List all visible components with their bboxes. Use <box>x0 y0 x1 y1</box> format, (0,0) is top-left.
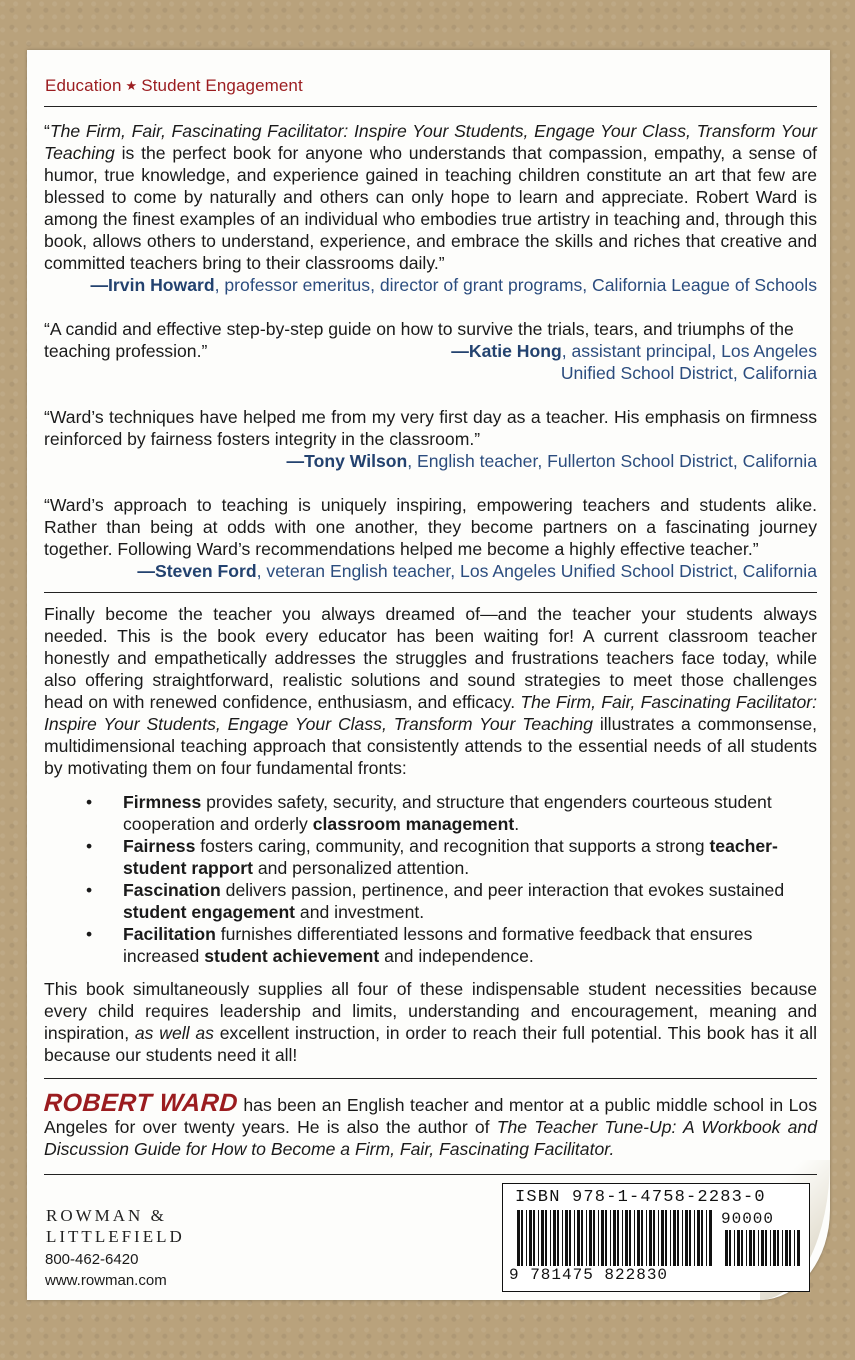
category-primary: Education <box>45 76 122 95</box>
barcode-digits: 9 781475 822830 <box>509 1266 669 1284</box>
attribution: —Katie Hong, assistant principal, Los Angeles Unified School District, California <box>451 341 817 383</box>
isbn-label: ISBN 978-1-4758-2283-0 <box>515 1188 766 1207</box>
author-bio: ROBERT WARD has been an English teacher and mentor at a public middle school in Los Angeles for over twenty years. He is also the author of The Teacher Tune-Up: A Workbook and Discussion Guide for How to Become a Firm, Fair, Fascinating Facilitator. <box>43 1089 817 1159</box>
list-item: • Facilitation furnishes differentiated lessons and formative feedback that ensures increased student achievement and independence. <box>86 924 753 966</box>
description-paragraph-1: Finally become the teacher you always dreamed of—and the teacher your students always needed. This is the book every educator has been waiting for! A current classroom teacher honestly and empathetically addresses the struggles and frustrations teachers face today, while also offering straightforward, realistic solutions and sound strategies to meet those challenges head on with renewed confidence, enthusiasm, and efficacy. The Firm, Fair, Fascinating Facilitator: Inspire Your Students, Engage Your Class, Transform Your Teaching illustrates a commonsense, multidimensional teaching approach that consistently attends to the essential needs of all students by motivating them on four fundamental fronts: <box>44 604 818 778</box>
price-code: 90000 <box>721 1210 775 1228</box>
back-cover-panel <box>27 50 830 1300</box>
bullet-icon: • <box>86 836 93 856</box>
book-title: The Firm, Fair, Fascinating Facilitator: Inspire Your Students, Engage Your Class, Transform Your Teaching <box>44 692 817 734</box>
bullet-icon: • <box>86 792 93 812</box>
attribution: —Irvin Howard, professor emeritus, director of grant programs, California League of Schools <box>90 275 817 295</box>
category-label <box>45 76 303 96</box>
other-book-title: The Teacher Tune-Up: A Workbook and Discussion Guide for How to Become a Firm, Fair, Fascinating Facilitator. <box>44 1117 817 1159</box>
endorsement-hong: “A candid and effective step-by-step guide on how to survive the trials, tears, and triumphs of the teaching profession.” —Katie Hong, assistant principal, Los Angeles Unified School District, California <box>44 319 817 383</box>
attribution: —Tony Wilson, English teacher, Fullerton School District, California <box>286 451 817 471</box>
publisher-website: www.rowman.com <box>45 1272 167 1289</box>
description-paragraph-2: This book simultaneously supplies all four of these indispensable student necessities because every child requires leadership and limits, understanding and encouragement, meaning and inspiration, as well as excellent instruction, in order to reach their full potential. This book has it all because our students need it all! <box>44 979 817 1065</box>
four-fronts-list <box>44 791 817 967</box>
bullet-icon: • <box>86 880 93 900</box>
book-title: The Firm, Fair, Fascinating Facilitator: Inspire Your Students, Engage Your Class, Transform Your Teaching <box>44 121 817 163</box>
bullet-icon: • <box>86 924 93 944</box>
attribution: —Steven Ford, veteran English teacher, Los Angeles Unified School District, California <box>137 561 817 581</box>
publisher-contact <box>45 1249 167 1291</box>
endorsement-wilson: “Ward’s techniques have helped me from my very first day as a teacher. His emphasis on firmness reinforced by fairness fosters integrity in the classroom.” —Tony Wilson, English teacher, Fullerton School District, California <box>44 407 817 471</box>
isbn-barcode <box>502 1183 810 1292</box>
author-name: ROBERT WARD <box>43 1089 239 1117</box>
divider-top <box>44 106 817 107</box>
list-item: • Fairness fosters caring, community, and recognition that supports a strong teacher-student rapport and personalized attention. <box>86 836 778 878</box>
divider-author <box>44 1078 817 1079</box>
barcode-addon-icon <box>725 1230 803 1282</box>
publisher-logo: ROWMAN & LITTLEFIELD <box>46 1206 185 1246</box>
barcode-main-icon <box>517 1210 713 1266</box>
divider-quotes <box>44 592 817 593</box>
list-item: • Firmness provides safety, security, and structure that engenders courteous student cooperation and orderly classroom management. <box>86 792 772 834</box>
endorsement-howard: “The Firm, Fair, Fascinating Facilitator: Inspire Your Students, Engage Your Class, Transform Your Teaching is the perfect book for anyone who understands that compassion, empathy, a sense of humor, true knowledge, and experience gained in teaching children constitute an art that few are blessed to come by naturally and others can only hope to learn and appreciate. Robert Ward is among the finest examples of an individual who embodies true artistry in teaching and, through this book, allows others to understand, experience, and embrace the skills and riches that creative and committed teachers bring to their classrooms daily.” —Irvin Howard, professor emeritus, director of grant programs, California League of Schools <box>44 121 817 295</box>
endorsement-ford: “Ward’s approach to teaching is uniquely inspiring, empowering teachers and students alike. Rather than being at odds with one another, they become partners on a fascinating journey together. Following Ward’s recommendations helped me become a highly effective teacher.” —Steven Ford, veteran English teacher, Los Angeles Unified School District, California <box>44 495 817 581</box>
category-secondary: Student Engagement <box>141 76 303 95</box>
divider-bottom <box>44 1174 817 1175</box>
list-item: • Fascination delivers passion, pertinence, and peer interaction that evokes sustained student engagement and investment. <box>86 880 785 922</box>
publisher-phone: 800-462-6420 <box>45 1251 139 1268</box>
star-separator-icon: ★ <box>125 78 138 93</box>
